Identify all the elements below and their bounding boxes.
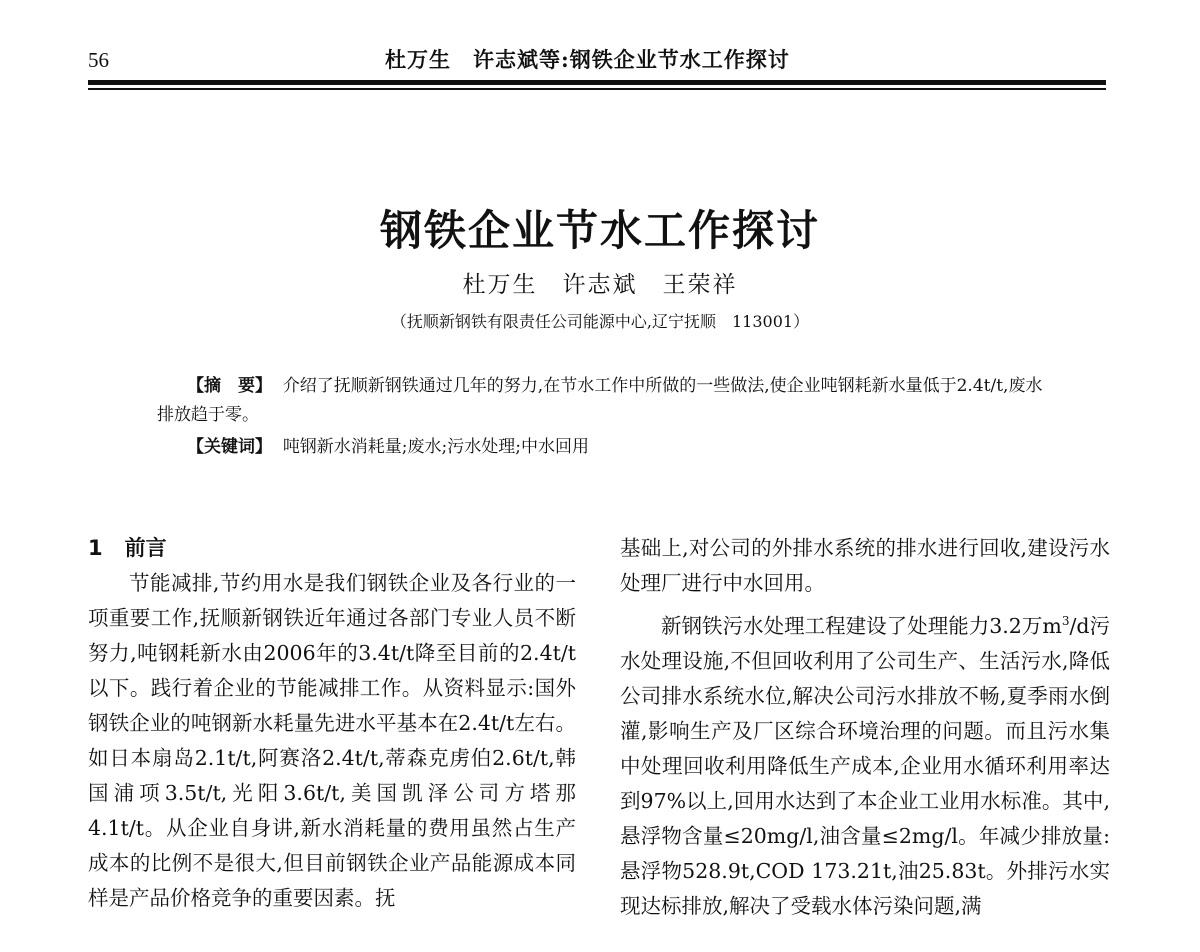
running-header: 杜万生 许志斌等:钢铁企业节水工作探讨 [385,47,790,72]
article-authors: 杜万生 许志斌 王荣祥 [462,272,738,298]
header-rule-thin [88,88,1106,90]
abstract-label: 【摘 要】 [187,376,272,396]
right-paragraph-2-part-2: /d污水处理设施,不但回收利用了公司生产、生活污水,降低公司排水系统水位,解决公司污水排放不畅,夏季雨水倒灌,影响生产及厂区综合环境治理的问题。而且污水集中处理回收利用降低生产成本,企业用水循环利用率达到97%以上,回用水达到了本企业工业用水标准。其中,悬浮物含量≤20mg/l,油含量≤2mg/l。年减少排放量:悬浮物528.9t,COD 173.21t,油25.83t。外排污水实现达标排放,解决了受载水体污染问题,满 [620,614,1110,918]
abstract-text: 介绍了抚顺新钢铁通过几年的努力,在节水工作中所做的一些做法,使企业吨钢耗新水量低于2.4t/t,废水排放趋于零。 [157,376,1043,425]
section-heading [88,531,576,566]
section-title: 前言 [124,536,167,560]
right-paragraph-1: 基础上,对公司的外排水系统的排水进行回收,建设污水处理厂进行中水回用。 [620,536,1110,595]
article-affiliation: （抚顺新钢铁有限责任公司能源中心,辽宁抚顺 113001） [390,312,810,331]
right-paragraph-2 [620,609,1110,924]
keywords [187,433,589,462]
article-title: 钢铁企业节水工作探讨 [379,206,820,256]
keywords-label: 【关键词】 [187,437,272,457]
abstract-body [157,372,1047,430]
abstract [157,372,1047,430]
left-column [88,531,576,916]
right-paragraph-2-part-1: 新钢铁污水处理工程建设了处理能力3.2万m [661,614,1062,638]
keywords-text: 吨钢新水消耗量;废水;污水处理;中水回用 [282,437,589,457]
header-rule-thick [88,80,1106,85]
right-column [620,531,1110,924]
cubic-superscript: 3 [1061,614,1070,629]
section-number: 1 [88,536,103,560]
intro-paragraph: 节能减排,节约用水是我们钢铁企业及各行业的一项重要工作,抚顺新钢铁近年通过各部门专业人员不断努力,吨钢耗新水由2006年的3.4t/t降至目前的2.4t/t以下。践行着企业的节能减排工作。从资料显示:国外钢铁企业的吨钢新水耗量先进水平基本在2.4t/t左右。如日本扇岛2.1t/t,阿赛洛2.4t/t,蒂森克虏伯2.6t/t,韩国浦项3.5t/t,光阳3.6t/t,美国凯泽公司方塔那4.1t/t。从企业自身讲,新水消耗量的费用虽然占生产成本的比例不是很大,但目前钢铁企业产品能源成本同样是产品价格竞争的重要因素。抚 [88,571,576,910]
page-number: 56 [88,48,109,72]
